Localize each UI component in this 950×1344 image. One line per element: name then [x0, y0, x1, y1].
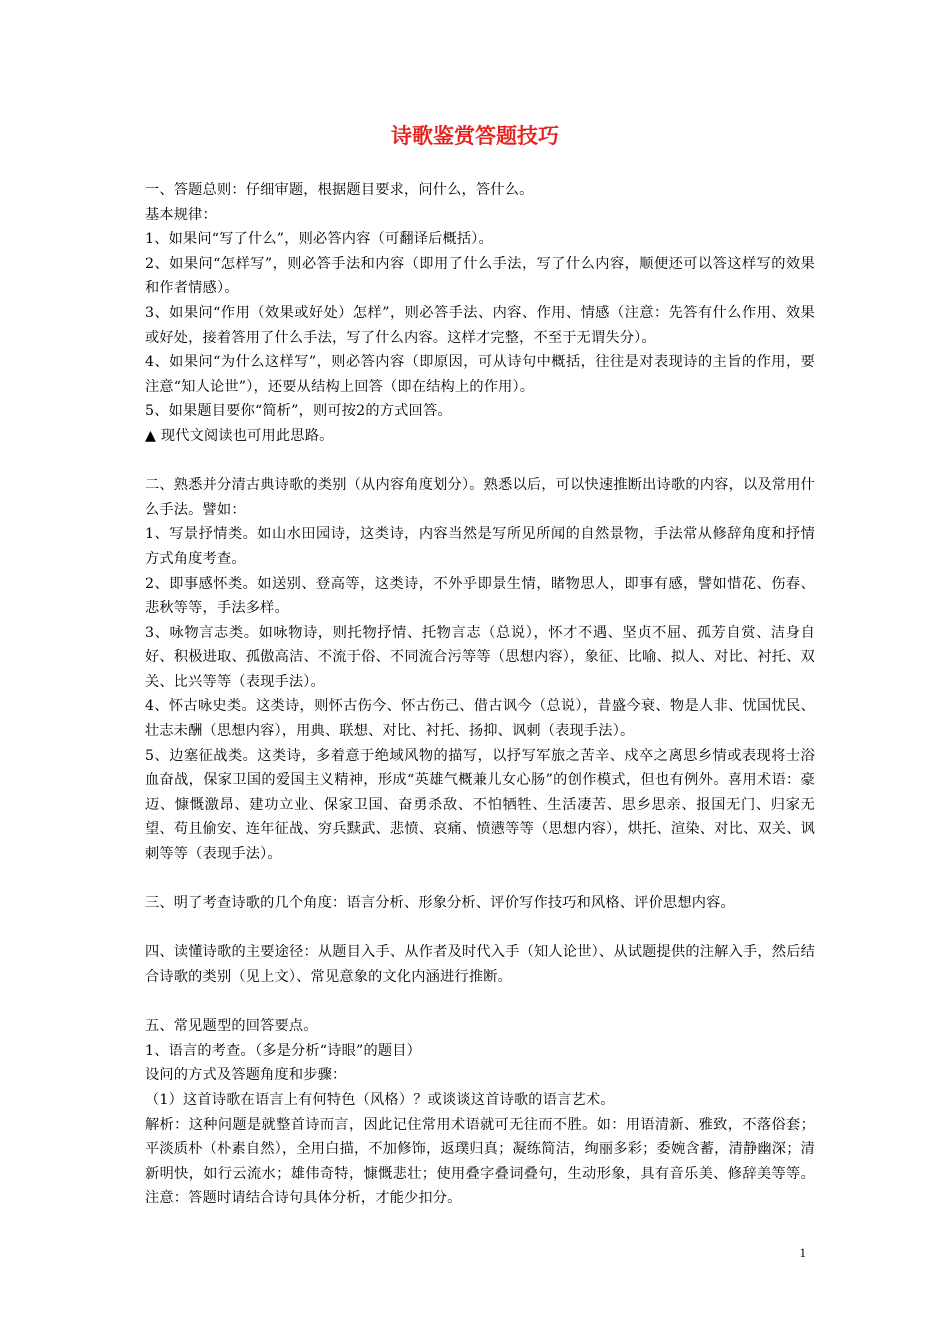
document-title: 诗歌鉴赏答题技巧	[391, 123, 559, 148]
document-body	[145, 178, 815, 1211]
paragraph-spacer	[145, 990, 815, 1015]
category-item-1: 1、写景抒情类。如山水田园诗，这类诗，内容当然是写所见所闻的自然景物，手法常从修辞角度和抒情方式角度考查。	[145, 526, 815, 567]
rule-item-4: 4、如果问“为什么这样写”，则必答内容（即原因，可从诗句中概括，往往是对表现诗的主旨的作用，要注意“知人论世”），还要从结构上回答（即在结构上的作用）。	[145, 354, 815, 395]
rules-label: 基本规律：	[145, 206, 217, 223]
analysis-paragraph: 解析：这种问题是就整首诗而言，因此记住常用术语就可无往而不胜。如：用语清新、雅致，不落俗套；平淡质朴（朴素自然），全用白描，不加修饰，返璞归真；凝练简洁，绚丽多彩；委婉含蓄，清静幽深；清新明快，如行云流水；雄伟奇特，慷慨悲壮；使用叠字叠词叠句，生动形象，具有音乐美、修辞美等等。注意：答题时请结合诗句具体分析，才能少扣分。	[145, 1116, 815, 1207]
category-item-3: 3、咏物言志类。如咏物诗，则托物抒情、托物言志（总说），怀才不遇、坚贞不屈、孤芳自赏、洁身自好、积极进取、孤傲高洁、不流于俗、不同流合污等等（思想内容），象征、比喻、拟人、对比、衬托、双关、比兴等等（表现手法）。	[145, 624, 815, 690]
question-type-1: 1、语言的考查。（多是分析“诗眼”的题目）	[145, 1042, 422, 1059]
category-item-2: 2、即事感怀类。如送别、登高等，这类诗，不外乎即景生情，睹物思人，即事有感，譬如惜花、伤春、悲秋等等，手法多样。	[145, 575, 815, 617]
section-4-heading: 四、读懂诗歌的主要途径：从题目入手、从作者及时代入手（知人论世）、从试题提供的注解入手，然后结合诗歌的类别（见上文）、常见意象的文化内涵进行推断。	[145, 944, 815, 985]
section-3-heading: 三、明了考查诗歌的几个角度：语言分析、形象分析、评价写作技巧和风格、评价思想内容。	[145, 895, 735, 912]
rule-item-2: 2、如果问“怎样写”，则必答手法和内容（即用了什么手法，写了什么内容，顺便还可以答这样写的效果和作者情感）。	[145, 255, 815, 297]
question-1: （1）这首诗歌在语言上有何特色（风格）？或谈谈这首诗歌的语言艺术。	[145, 1091, 615, 1108]
paragraph-spacer	[145, 449, 815, 474]
modern-reading-note: ▲ 现代文阅读也可用此思路。	[145, 427, 334, 444]
section-2-heading: 二、熟悉并分清古典诗歌的类别（从内容角度划分）。熟悉以后，可以快速推断出诗歌的内容，以及常用什么手法。譬如：	[145, 477, 815, 518]
ask-method-label: 设问的方式及答题角度和步骤：	[145, 1067, 347, 1084]
rule-item-1: 1、如果问“写了什么”，则必答内容（可翻译后概括）。	[145, 231, 493, 248]
category-item-4: 4、怀古咏史类。这类诗，则怀古伤今、怀古伤己、借古讽今（总说），昔盛今衰、物是人非、忧国忧民、壮志未酬（思想内容），用典、联想、对比、衬托、扬抑、讽刺（表现手法）。	[145, 698, 815, 740]
section-5-heading: 五、常见题型的回答要点。	[145, 1018, 318, 1035]
rule-item-3: 3、如果问“作用（效果或好处）怎样”，则必答手法、内容、作用、情感（注意：先答有什么作用、效果或好处，接着答用了什么手法，写了什么内容。这样才完整，不至于无谓失分）。	[145, 304, 815, 346]
category-item-5: 5、边塞征战类。这类诗，多着意于绝域风物的描写，以抒写军旅之苦辛、戍卒之离思乡情或表现将士浴血奋战，保家卫国的爱国主义精神，形成“英雄气概兼儿女心肠”的创作模式，但也有例外。喜用术语：豪迈、慷慨激昂、建功立业、保家卫国、奋勇杀敌、不怕牺牲、生活凄苦、思乡思亲、报国无门、归家无望、苟且偷安、连年征战、穷兵黩武、悲愤、哀痛、愤懑等等（思想内容），烘托、渲染、对比、双关、讽刺等等（表现手法）。	[145, 747, 815, 863]
page-number: 1	[799, 1245, 806, 1260]
section-1-heading: 一、答题总则：仔细审题，根据题目要求，问什么，答什么。	[145, 182, 534, 198]
rule-item-5: 5、如果题目要你“简析”，则可按2的方式回答。	[145, 403, 452, 420]
paragraph-spacer	[145, 916, 815, 941]
paragraph-spacer	[145, 867, 815, 892]
